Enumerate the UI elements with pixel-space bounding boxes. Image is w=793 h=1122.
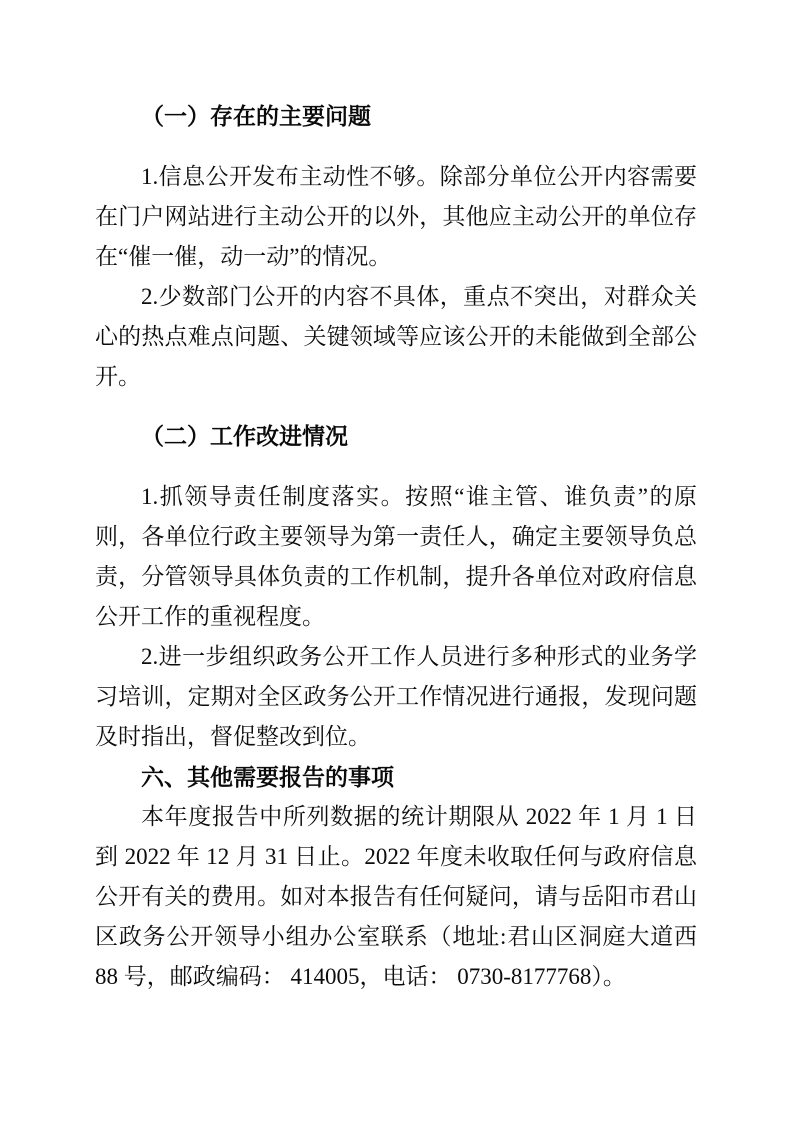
heading-main-problems: （一）存在的主要问题 bbox=[141, 104, 371, 129]
paragraph-improvement-1: 1.抓领导责任制度落实。按照“谁主管、谁负责”的原则，各单位行政主要领导为第一责任人，确定主要领导负总责，分管领导具体负责的工作机制，提升各单位对政府信息公开工作的重视程度。 bbox=[95, 484, 697, 629]
paragraph-improvement-2: 2.进一步组织政务公开工作人员进行多种形式的业务学习培训，定期对全区政务公开工作情况进行通报，发现问题及时指出，督促整改到位。 bbox=[95, 644, 697, 749]
paragraph-statistics-and-contact: 本年度报告中所列数据的统计期限从 2022 年 1 月 1 日到 2022 年 12 月 31 日止。2022 年度未收取任何与政府信息公开有关的费用。如对本报告有任何疑问，请与岳阳市君山区政务公开领导小组办公室联系（地址:君山区洞庭大道西 88 号，邮政编码： 414005，电话： 0730-8177768）。 bbox=[95, 804, 697, 989]
document-body bbox=[95, 97, 697, 997]
heading-work-improvements: （二）工作改进情况 bbox=[141, 424, 348, 449]
paragraph-problem-2: 2.少数部门公开的内容不具体，重点不突出，对群众关心的热点难点问题、关键领域等应该公开的未能做到全部公开。 bbox=[95, 284, 697, 389]
paragraph-problem-1: 1.信息公开发布主动性不够。除部分单位公开内容需要在门户网站进行主动公开的以外，其他应主动公开的单位存在“催一催，动一动”的情况。 bbox=[95, 164, 697, 269]
heading-other-matters: 六、其他需要报告的事项 bbox=[141, 764, 394, 790]
